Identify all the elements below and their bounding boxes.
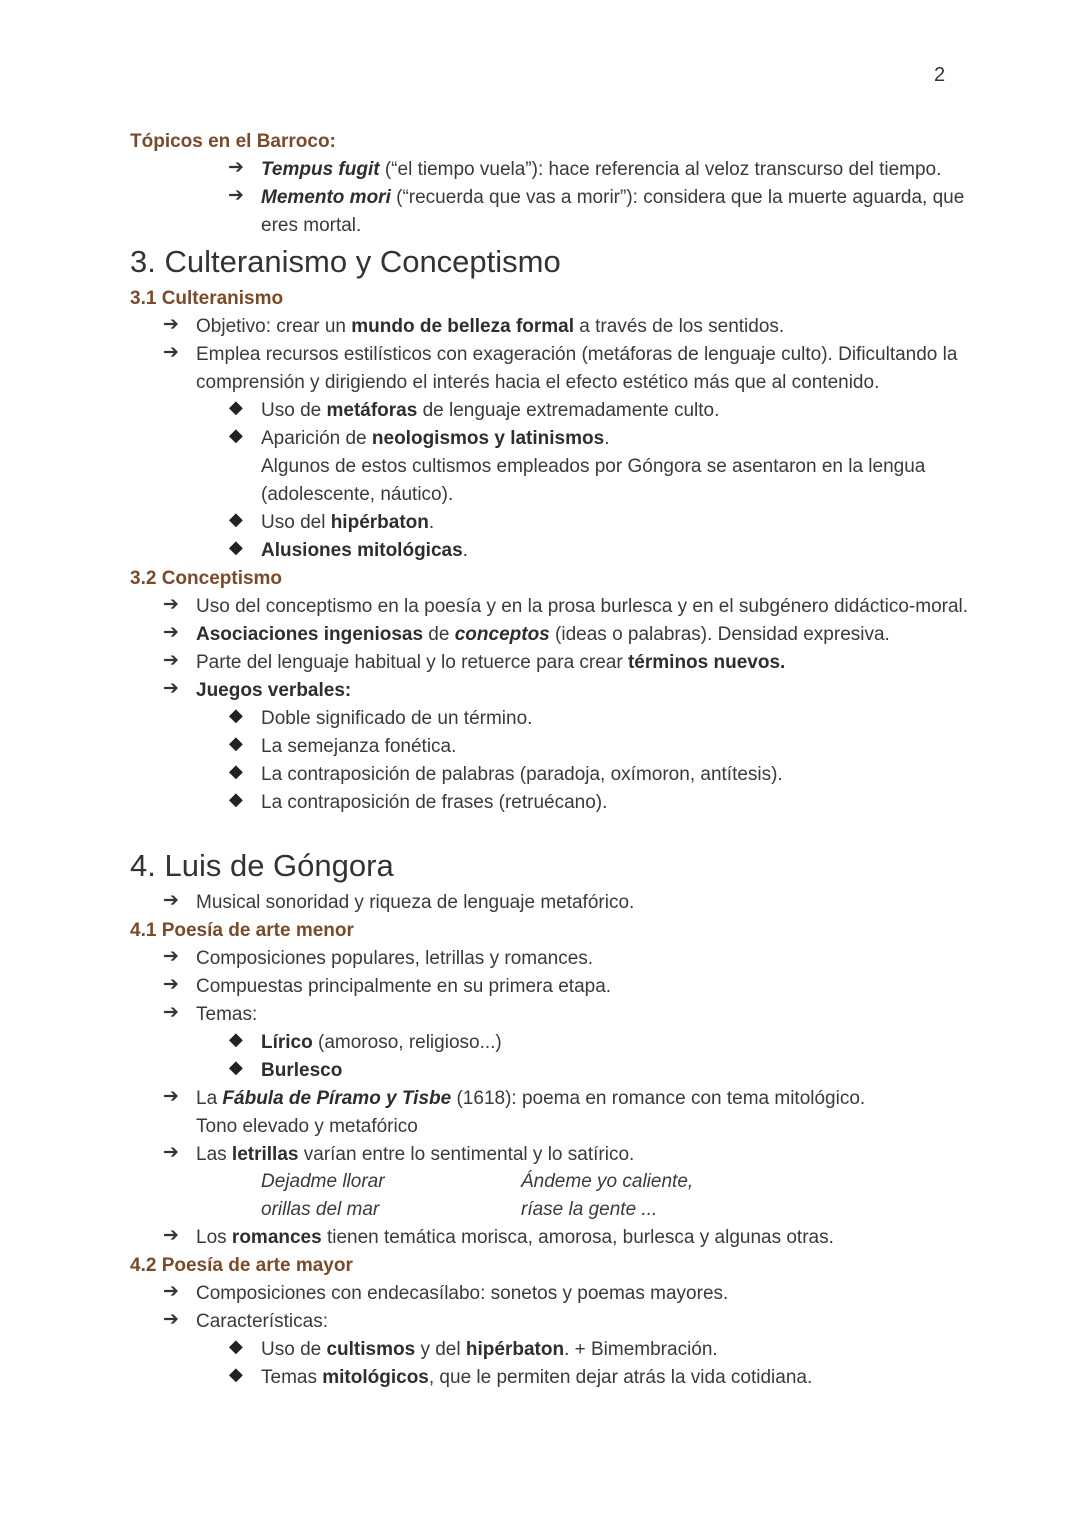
arte-mayor-mitologicos: Temas mitológicos, que le permiten dejar atrás la vida cotidiana.	[261, 1367, 813, 1388]
romances: Los romances tienen temática morisca, amorosa, burlesca y algunas otras.	[196, 1227, 834, 1248]
culteranismo-recursos: Emplea recursos estilísticos con exageración (metáforas de lenguaje culto). Dificultando la	[196, 344, 958, 365]
verse-left-1: Dejadme llorar	[261, 1171, 385, 1192]
diamond-bullet-icon: ◆	[229, 1364, 243, 1384]
diamond-bullet-icon: ◆	[229, 761, 243, 781]
diamond-bullet-icon: ◆	[229, 509, 243, 529]
section-3-title: 3. Culteranismo y Conceptismo	[130, 244, 561, 279]
tema-lirico: Lírico (amoroso, religioso...)	[261, 1032, 502, 1053]
diamond-bullet-icon: ◆	[229, 397, 243, 417]
juego-verbal-item: La contraposición de palabras (paradoja, oxímoron, antítesis).	[261, 764, 783, 785]
diamond-bullet-icon: ◆	[229, 789, 243, 809]
diamond-bullet-icon: ◆	[229, 425, 243, 445]
conceptismo-lenguaje: Parte del lenguaje habitual y lo retuerce para crear términos nuevos.	[196, 652, 786, 673]
topicos-heading: Tópicos en el Barroco:	[130, 131, 336, 152]
arte-mayor-cultismos: Uso de cultismos y del hipérbaton. + Bimembración.	[261, 1339, 718, 1360]
arrow-icon: ➔	[163, 1281, 179, 1302]
section-4-1-heading: 4.1 Poesía de arte menor	[130, 920, 354, 941]
arrow-icon: ➔	[163, 974, 179, 995]
juego-verbal-item: Doble significado de un término.	[261, 708, 533, 729]
arte-mayor-caracteristicas: Características:	[196, 1311, 328, 1332]
conceptismo-uso: Uso del conceptismo en la poesía y en la prosa burlesca y en el subgénero didáctico-moral.	[196, 596, 969, 617]
culteranismo-objetivo: Objetivo: crear un mundo de belleza formal a través de los sentidos.	[196, 316, 785, 337]
section-3-1-heading: 3.1 Culteranismo	[130, 288, 284, 309]
diamond-bullet-icon: ◆	[229, 1029, 243, 1049]
diamond-bullet-icon: ◆	[229, 537, 243, 557]
arrow-icon: ➔	[163, 622, 179, 643]
verse-right-1: Ándeme yo caliente,	[521, 1171, 694, 1192]
arrow-icon: ➔	[163, 650, 179, 671]
diamond-bullet-icon: ◆	[229, 1336, 243, 1356]
arrow-icon: ➔	[163, 314, 179, 335]
fabula-piramo-cont: Tono elevado y metafórico	[196, 1116, 418, 1137]
culteranismo-metaforas: Uso de metáforas de lenguaje extremadamente culto.	[261, 400, 720, 421]
tema-burlesco: Burlesco	[261, 1060, 343, 1081]
letrillas: Las letrillas varían entre lo sentimental y lo satírico.	[196, 1144, 635, 1165]
verse-right-2: ríase la gente ...	[521, 1199, 658, 1220]
juego-verbal-item: La semejanza fonética.	[261, 736, 457, 757]
verse-left-2: orillas del mar	[261, 1199, 380, 1220]
arrow-icon: ➔	[163, 1086, 179, 1107]
gongora-intro: Musical sonoridad y riqueza de lenguaje metafórico.	[196, 892, 635, 913]
arrow-icon: ➔	[163, 342, 179, 363]
arte-menor-composiciones: Composiciones populares, letrillas y romances.	[196, 948, 594, 969]
culteranismo-neologismos: Aparición de neologismos y latinismos.	[261, 428, 610, 449]
diamond-bullet-icon: ◆	[229, 733, 243, 753]
diamond-bullet-icon: ◆	[229, 1057, 243, 1077]
topico-memento-mori-cont: eres mortal.	[261, 215, 362, 236]
arte-menor-temas: Temas:	[196, 1004, 258, 1025]
arrow-icon: ➔	[228, 157, 244, 178]
diamond-bullet-icon: ◆	[229, 705, 243, 725]
fabula-piramo: La Fábula de Píramo y Tisbe (1618): poema en romance con tema mitológico.	[196, 1088, 866, 1109]
juego-verbal-item: La contraposición de frases (retruécano).	[261, 792, 608, 813]
section-3-2-heading: 3.2 Conceptismo	[130, 568, 283, 589]
arrow-icon: ➔	[163, 890, 179, 911]
arrow-icon: ➔	[163, 1142, 179, 1163]
arrow-icon: ➔	[163, 946, 179, 967]
arrow-icon: ➔	[163, 1309, 179, 1330]
arte-menor-etapa: Compuestas principalmente en su primera etapa.	[196, 976, 612, 997]
page-number: 2	[934, 64, 946, 86]
arrow-icon: ➔	[163, 1002, 179, 1023]
section-4-2-heading: 4.2 Poesía de arte mayor	[130, 1255, 353, 1276]
arte-mayor-composiciones: Composiciones con endecasílabo: sonetos y poemas mayores.	[196, 1283, 729, 1304]
topico-memento-mori: Memento mori (“recuerda que vas a morir”): considera que la muerte aguarda, que	[261, 187, 965, 208]
culteranismo-neologismos-cont1: Algunos de estos cultismos empleados por Góngora se asentaron en la lengua	[261, 456, 926, 477]
arrow-icon: ➔	[163, 678, 179, 699]
arrow-icon: ➔	[163, 594, 179, 615]
conceptismo-juegos: Juegos verbales:	[196, 680, 352, 701]
arrow-icon: ➔	[228, 185, 244, 206]
conceptismo-asociaciones: Asociaciones ingeniosas de conceptos (ideas o palabras). Densidad expresiva.	[196, 624, 890, 645]
culteranismo-hiperbaton: Uso del hipérbaton.	[261, 512, 435, 533]
culteranismo-alusiones: Alusiones mitológicas.	[261, 540, 468, 561]
topico-tempus-fugit: Tempus fugit (“el tiempo vuela”): hace referencia al veloz transcurso del tiempo.	[261, 159, 942, 180]
culteranismo-neologismos-cont2: (adolescente, náutico).	[261, 484, 454, 505]
section-4-title: 4. Luis de Góngora	[130, 848, 394, 883]
culteranismo-recursos-cont: comprensión y dirigiendo el interés hacia el efecto estético más que al contenido.	[196, 372, 880, 393]
arrow-icon: ➔	[163, 1225, 179, 1246]
